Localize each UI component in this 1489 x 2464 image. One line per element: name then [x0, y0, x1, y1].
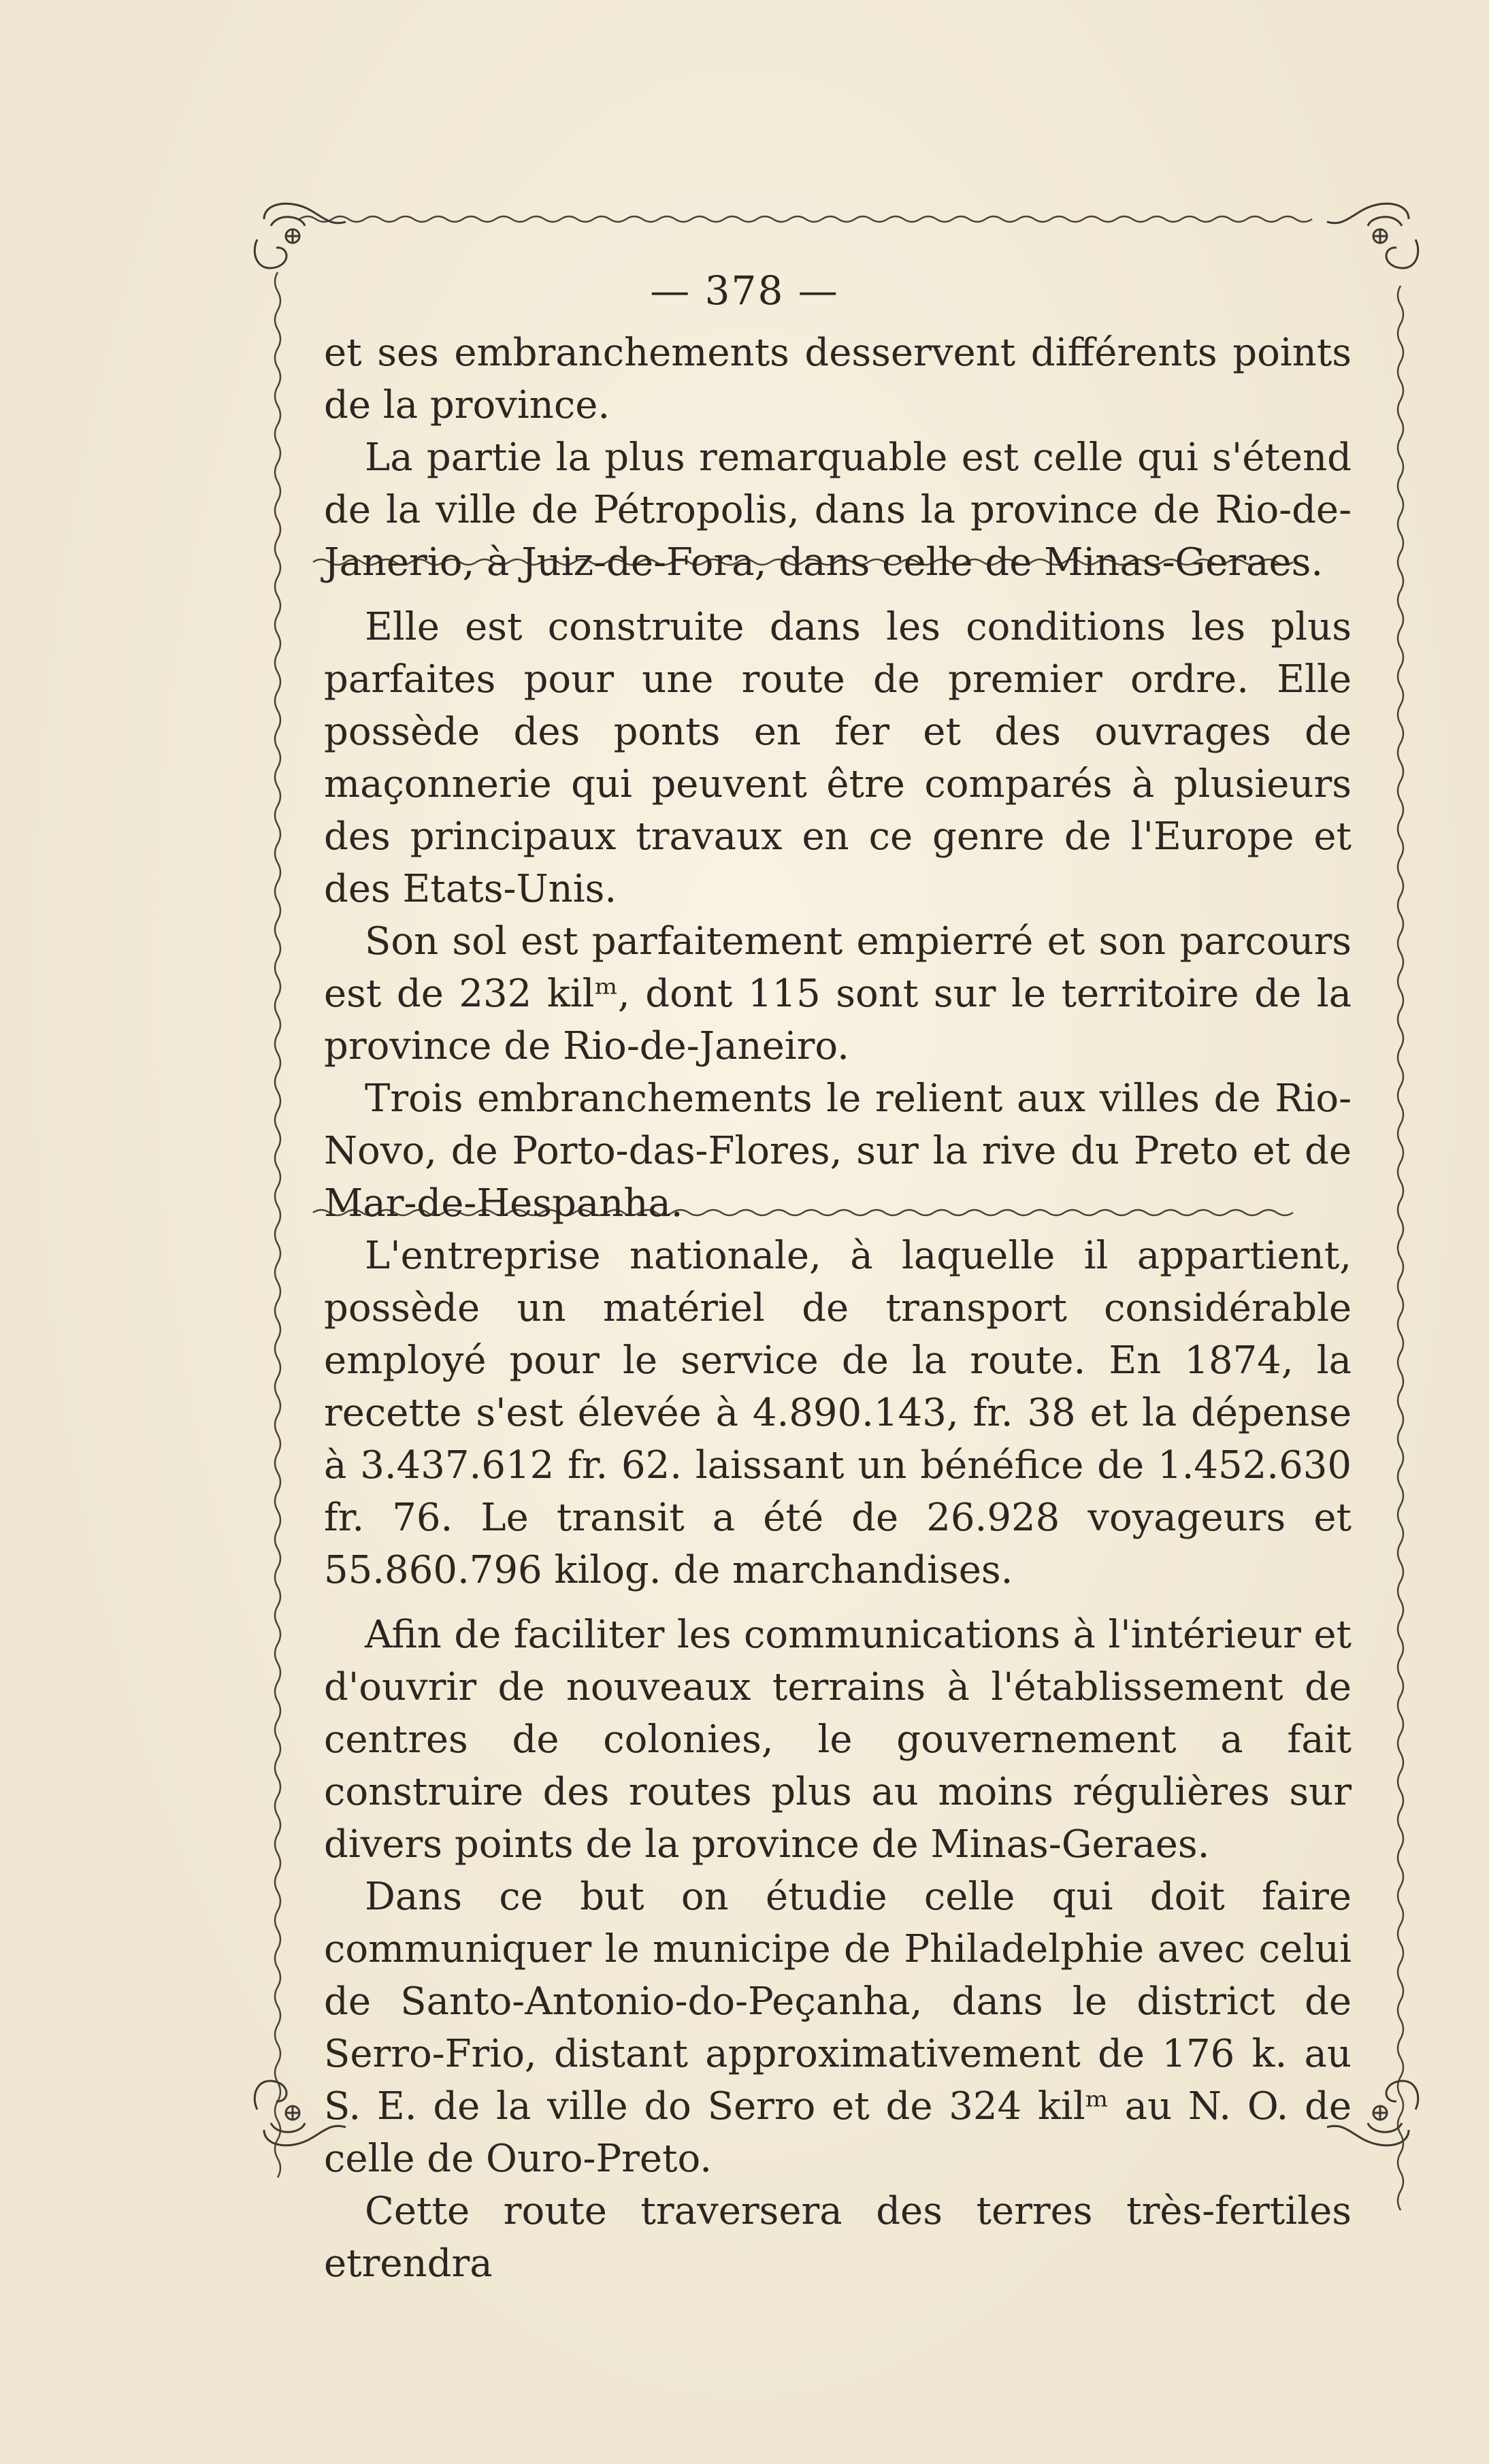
top-wavy-rule	[299, 216, 1312, 222]
paragraph-9: Cette route traversera des terres très-fertiles etrendra	[324, 2189, 1352, 2286]
paragraph-4: Son sol est parfaitement empierré et son parcours est de 232 kilᵐ, dont 115 sont sur le territoire de la province de Rio-de-Janeiro.	[324, 919, 1352, 1068]
left-wavy-rule	[275, 272, 280, 2178]
corner-ornament-top-right	[1327, 203, 1418, 268]
paragraph-7: Afin de faciliter les communications à l'intérieur et d'ouvrir de nouveaux terrains à l'établissement de centres de colonies, le gouvernement a fait construire des routes plus au moins régulières sur divers points de la province de Minas-Geraes.	[324, 1613, 1352, 1867]
right-wavy-rule	[1398, 286, 1403, 2210]
paragraph-1: et ses embranchements desservent différents points de la province.	[324, 331, 1352, 427]
corner-ornament-top-left	[255, 203, 346, 268]
paragraph-2: La partie la plus remarquable est celle qui s'étend de la ville de Pétropolis, dans la province de Rio-de-Janerio, à Juiz-de-Fora, dans celle de Minas-Geraes.	[324, 436, 1352, 585]
paragraph-8: Dans ce but on étudie celle qui doit faire communiquer le municipe de Philadelphie avec celui de Santo-Antonio-do-Peçanha, dans le district de Serro-Frio, distant approximativement de 176 k. au S. E. de la ville do Serro et de 324 kilᵐ au N. O. de celle de Ouro-Preto.	[324, 1875, 1352, 2181]
paragraph-3: Elle est construite dans les conditions les plus parfaites pour une route de premier ordre. Elle possède des ponts en fer et des ouvrages de maçonnerie qui peuvent être comparés à plusieurs des principaux travaux en ce genre de l'Europe et des Etats-Unis.	[324, 605, 1352, 911]
paragraph-6: L'entreprise nationale, à laquelle il appartient, possède un matériel de transport considérable employé pour le service de la route. En 1874, la recette s'est élevée à 4.890.143, fr. 38 et la dépense à 3.437.612 fr. 62. laissant un bénéfice de 1.452.630 fr. 76. Le transit a été de 26.928 voyageurs et 55.860.796 kilog. de marchandises.	[324, 1234, 1352, 1592]
paragraph-5: Trois embranchements le relient aux villes de Rio-Novo, de Porto-das-Flores, sur la rive du Preto et de Mar-de-Hespanha.	[324, 1077, 1352, 1226]
page-number: — 378 —	[650, 267, 839, 314]
body-text	[324, 327, 1352, 2290]
